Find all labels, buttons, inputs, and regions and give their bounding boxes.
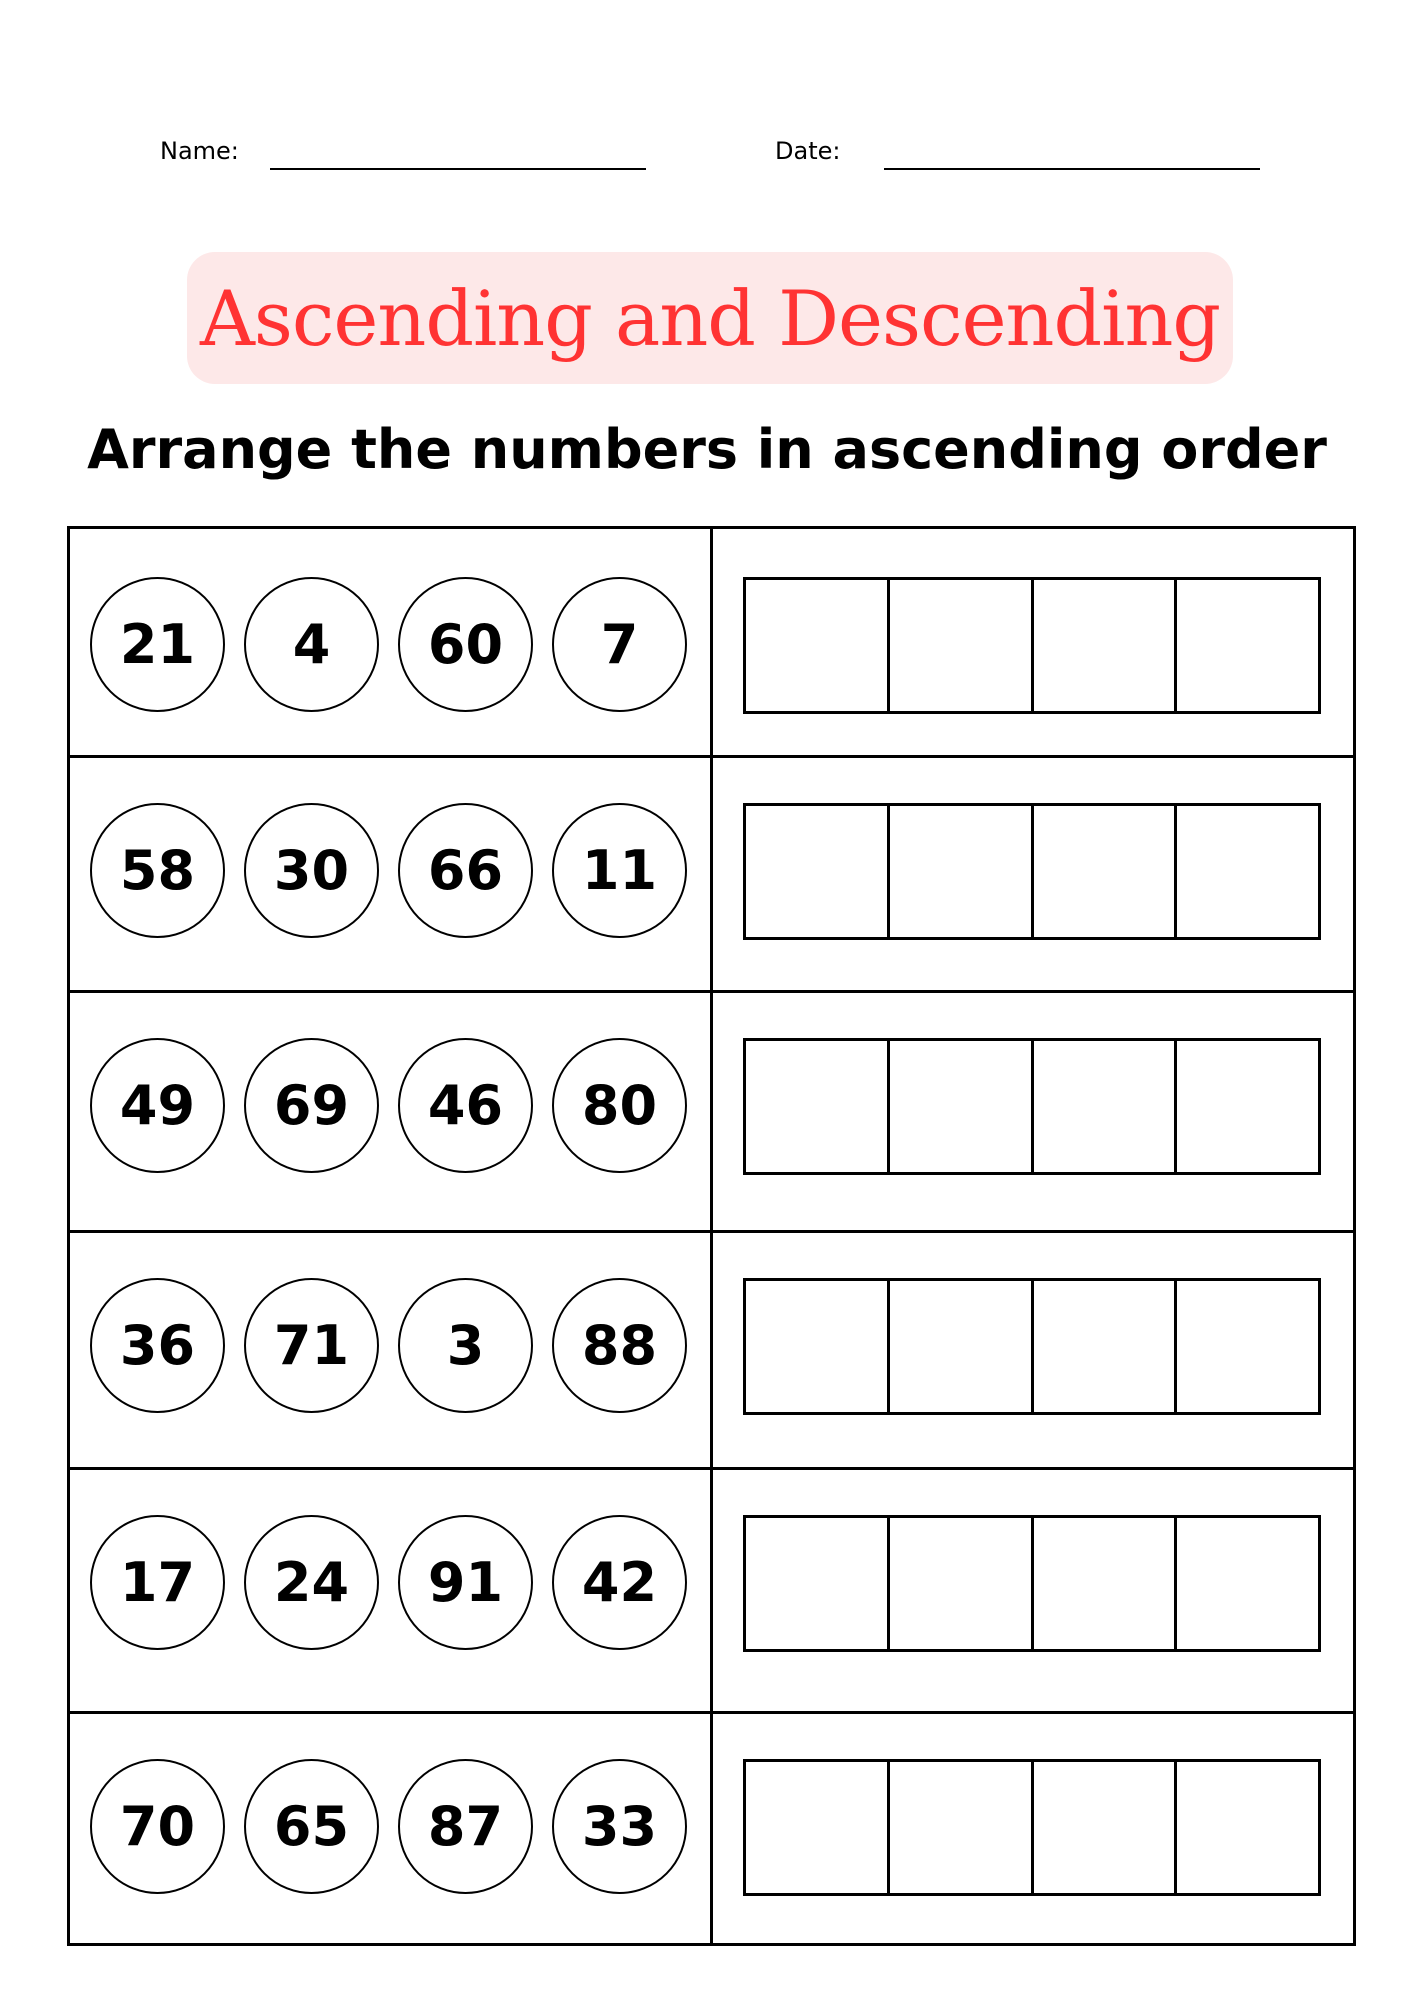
exercise-row bbox=[70, 755, 1353, 991]
answer-box[interactable] bbox=[746, 1041, 887, 1172]
answer-box[interactable] bbox=[887, 1762, 1031, 1893]
date-label: Date: bbox=[775, 137, 841, 165]
instruction: Arrange the numbers in ascending order bbox=[87, 418, 1327, 481]
number-circle: 87 bbox=[398, 1759, 533, 1894]
answer-box[interactable] bbox=[887, 1281, 1031, 1412]
page-title: Ascending and Descending bbox=[199, 273, 1221, 363]
number-circle: 3 bbox=[398, 1278, 533, 1413]
number-circle: 11 bbox=[552, 803, 687, 938]
answer-box[interactable] bbox=[1031, 580, 1175, 711]
answer-boxes bbox=[743, 1515, 1321, 1652]
answer-boxes bbox=[743, 803, 1321, 940]
date-field[interactable] bbox=[884, 168, 1260, 170]
number-circle: 17 bbox=[90, 1515, 225, 1650]
number-circle: 65 bbox=[244, 1759, 379, 1894]
number-circle: 80 bbox=[552, 1038, 687, 1173]
name-label: Name: bbox=[160, 137, 239, 165]
answer-box[interactable] bbox=[746, 1762, 887, 1893]
exercise-row bbox=[70, 1230, 1353, 1466]
number-circle: 30 bbox=[244, 803, 379, 938]
exercise-row bbox=[70, 1711, 1353, 1947]
answer-box[interactable] bbox=[887, 1041, 1031, 1172]
answer-box[interactable] bbox=[887, 806, 1031, 937]
answer-box[interactable] bbox=[1174, 1518, 1318, 1649]
row-divider bbox=[70, 755, 1353, 758]
number-circle: 7 bbox=[552, 577, 687, 712]
answer-box[interactable] bbox=[746, 1518, 887, 1649]
answer-box[interactable] bbox=[1174, 580, 1318, 711]
answer-box[interactable] bbox=[887, 1518, 1031, 1649]
number-circle: 46 bbox=[398, 1038, 533, 1173]
row-divider bbox=[70, 990, 1353, 993]
number-circle: 4 bbox=[244, 577, 379, 712]
exercise-table bbox=[67, 526, 1356, 1946]
number-circle: 33 bbox=[552, 1759, 687, 1894]
row-divider bbox=[70, 1467, 1353, 1470]
answer-box[interactable] bbox=[1174, 806, 1318, 937]
answer-box[interactable] bbox=[1031, 1518, 1175, 1649]
answer-box[interactable] bbox=[746, 580, 887, 711]
number-circle: 58 bbox=[90, 803, 225, 938]
number-circle: 91 bbox=[398, 1515, 533, 1650]
exercise-row bbox=[70, 990, 1353, 1226]
number-circle: 24 bbox=[244, 1515, 379, 1650]
answer-boxes bbox=[743, 577, 1321, 714]
answer-box[interactable] bbox=[1031, 1041, 1175, 1172]
answer-box[interactable] bbox=[1031, 806, 1175, 937]
answer-boxes bbox=[743, 1759, 1321, 1896]
number-circle: 36 bbox=[90, 1278, 225, 1413]
number-circle: 66 bbox=[398, 803, 533, 938]
answer-box[interactable] bbox=[1031, 1762, 1175, 1893]
exercise-row bbox=[70, 1467, 1353, 1703]
exercise-row bbox=[70, 529, 1353, 765]
row-divider bbox=[70, 1230, 1353, 1233]
title-banner bbox=[187, 252, 1233, 384]
number-circle: 71 bbox=[244, 1278, 379, 1413]
answer-box[interactable] bbox=[887, 580, 1031, 711]
answer-box[interactable] bbox=[746, 1281, 887, 1412]
answer-boxes bbox=[743, 1278, 1321, 1415]
number-circle: 21 bbox=[90, 577, 225, 712]
answer-box[interactable] bbox=[1031, 1281, 1175, 1412]
number-circle: 69 bbox=[244, 1038, 379, 1173]
number-circle: 42 bbox=[552, 1515, 687, 1650]
row-divider bbox=[70, 1711, 1353, 1714]
number-circle: 88 bbox=[552, 1278, 687, 1413]
name-field[interactable] bbox=[270, 168, 646, 170]
answer-box[interactable] bbox=[1174, 1762, 1318, 1893]
number-circle: 49 bbox=[90, 1038, 225, 1173]
number-circle: 60 bbox=[398, 577, 533, 712]
answer-box[interactable] bbox=[1174, 1041, 1318, 1172]
answer-box[interactable] bbox=[746, 806, 887, 937]
number-circle: 70 bbox=[90, 1759, 225, 1894]
answer-box[interactable] bbox=[1174, 1281, 1318, 1412]
answer-boxes bbox=[743, 1038, 1321, 1175]
